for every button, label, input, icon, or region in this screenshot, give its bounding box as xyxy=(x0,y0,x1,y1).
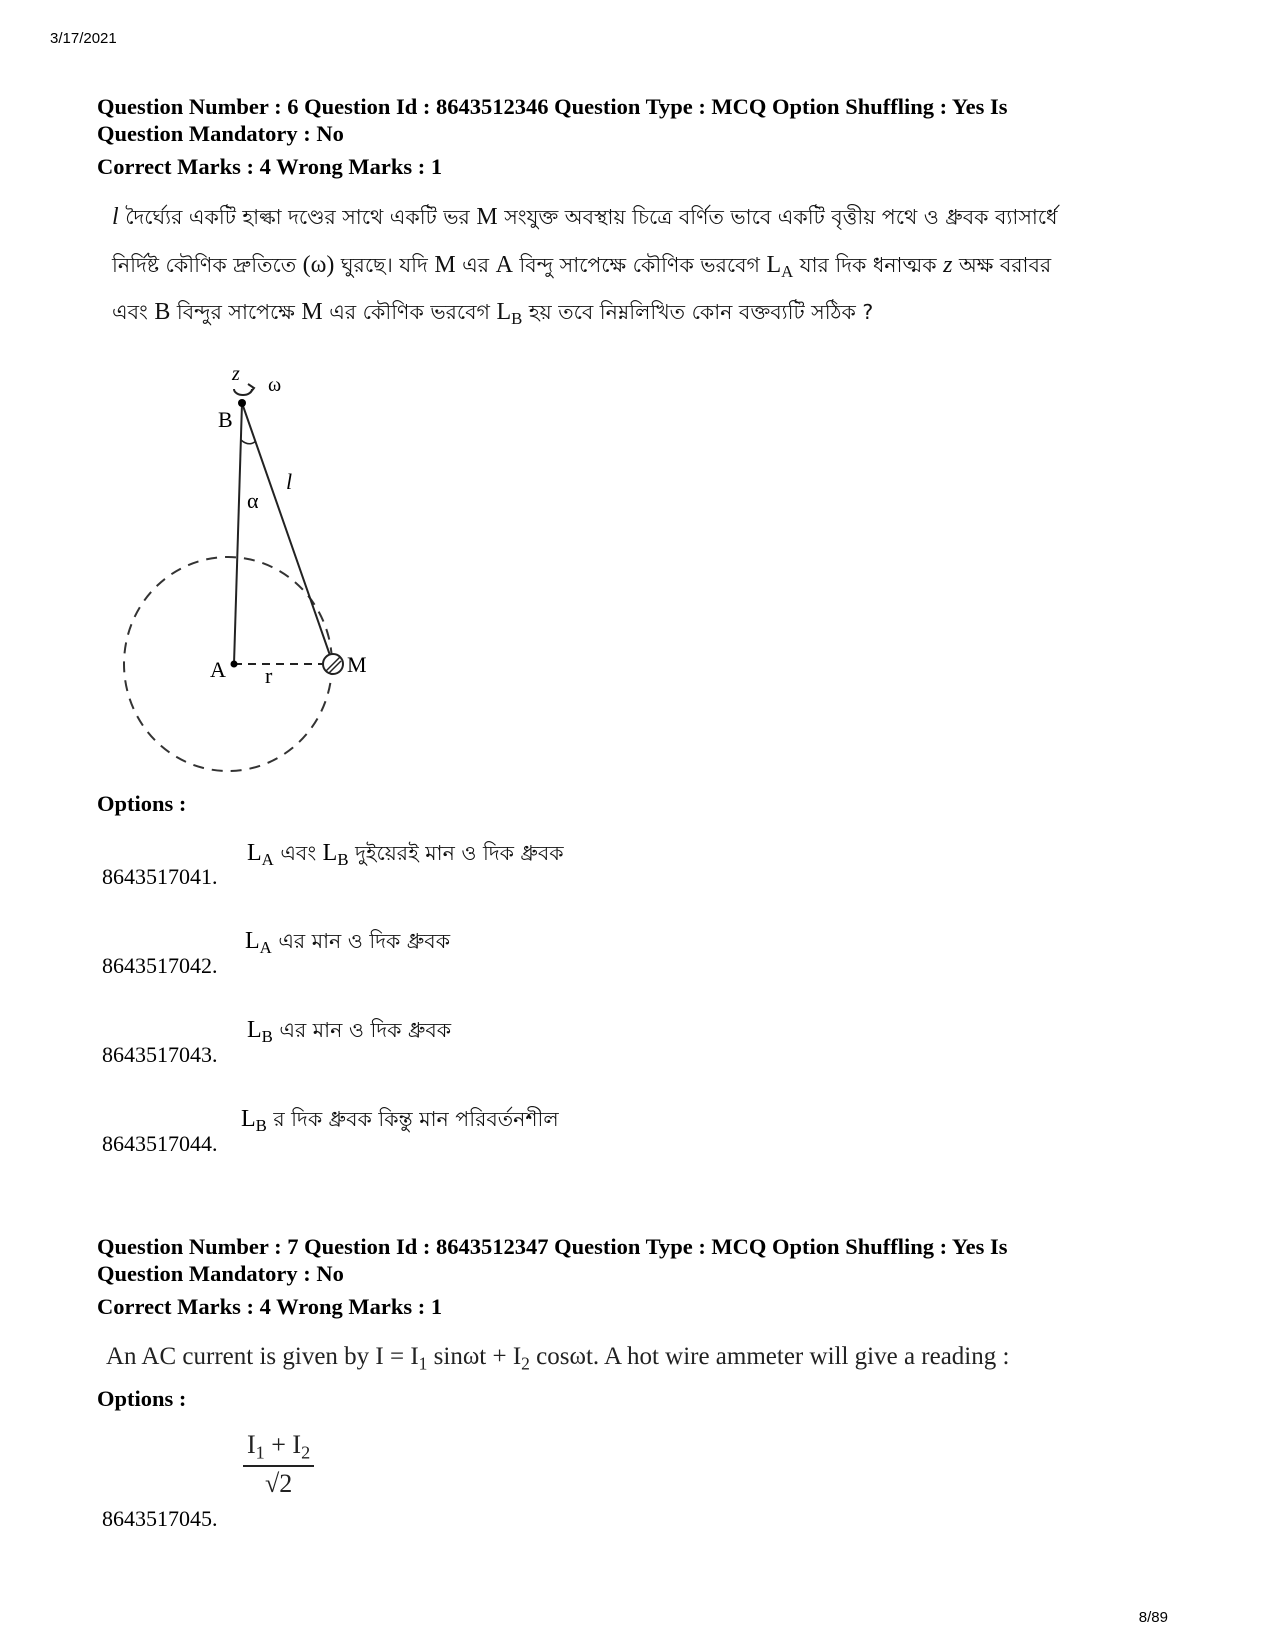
q7-marks: Correct Marks : 4 Wrong Marks : 1 xyxy=(97,1294,443,1319)
q6-stem-text: নির্দিষ্ট কৌণিক দ্রুতিতে xyxy=(112,253,303,277)
circular-path xyxy=(124,557,332,771)
lb-symbol: $L_B$ xyxy=(496,299,523,329)
fraction-denominator: √2 xyxy=(264,1469,293,1499)
mass-symbol: M xyxy=(434,252,456,278)
q6-stem-text: ঘুরছে। যদি xyxy=(334,253,435,277)
center-a-dot xyxy=(231,661,238,668)
q6-option-4-id: 8643517044. xyxy=(102,1131,218,1156)
la-symbol: $L_A$ xyxy=(766,252,794,282)
z-axis-symbol: z xyxy=(943,252,953,278)
fraction-numerator: $I_1 + I_2$ xyxy=(243,1430,314,1467)
label-a: A xyxy=(210,657,226,682)
q6-stem-text: অক্ষ বরাবর xyxy=(952,253,1052,277)
q6-stem-text: এর xyxy=(455,253,496,277)
omega-symbol: (ω) xyxy=(302,252,335,278)
q6-stem-text: বিন্দু সাপেক্ষে কৌণিক ভরবেগ xyxy=(512,253,767,277)
point-b-symbol: B xyxy=(154,299,171,325)
q6-option-3-id: 8643517043. xyxy=(102,1042,218,1067)
label-b: B xyxy=(218,407,233,432)
q6-option-1-id: 8643517041. xyxy=(102,864,218,889)
page-number: 8/89 xyxy=(1138,1609,1168,1626)
q6-marks: Correct Marks : 4 Wrong Marks : 1 xyxy=(97,154,443,179)
mass-symbol: M xyxy=(301,299,323,325)
q6-stem-text: সংযুক্ত অবস্থায় চিত্রে বর্ণিত ভাবে একটি বৃত্তীয় পথে ও ধ্রুবক ব্যাসার্ধে xyxy=(497,205,1058,229)
q6-option-2-text: $L_A$ এর মান ও দিক ধ্রুবক xyxy=(245,928,451,958)
q6-option-3-text: $L_B$ এর মান ও দিক ধ্রুবক xyxy=(247,1017,452,1047)
q6-stem-text: দৈর্ঘ্যের একটি হাল্কা দণ্ডের সাথে একটি ভর xyxy=(118,205,477,229)
q6-option-2-id: 8643517042. xyxy=(102,953,218,978)
q6-option-4-text: $L_B$ র দিক ধ্রুবক কিন্তু মান পরিবর্তনশীল xyxy=(241,1106,559,1136)
length-symbol: l xyxy=(112,204,119,230)
angle-alpha-arc xyxy=(241,440,256,444)
q7-option-1-id: 8643517045. xyxy=(102,1506,218,1531)
label-m: M xyxy=(347,652,367,677)
pivot-b-dot xyxy=(238,399,246,407)
q6-stem-text: যার দিক ধনাত্মক xyxy=(793,253,944,277)
label-alpha: α xyxy=(247,488,259,513)
q6-stem-text: এবং xyxy=(112,300,155,324)
q6-meta-line2: Question Mandatory : No xyxy=(97,121,344,146)
q6-stem-text: বিন্দুর সাপেক্ষে xyxy=(170,300,302,324)
q6-stem-text: হয় তবে নিম্নলিখিত কোন বক্তব্যটি সঠিক ? xyxy=(522,300,874,324)
q7-option-1-fraction xyxy=(243,1430,314,1499)
q7-stem: An AC current is given by $I = I_1$ $\sin\omega t + I_2$ cosωt. A hot wire ammeter will give a reading : xyxy=(106,1343,1010,1374)
q6-options-label: Options : xyxy=(97,791,187,816)
q7-meta-line2: Question Mandatory : No xyxy=(97,1261,344,1286)
label-r: r xyxy=(265,663,273,688)
point-a-symbol: A xyxy=(495,252,513,278)
mass-symbol: M xyxy=(476,204,498,230)
label-z: z xyxy=(232,363,240,385)
vertical-axis-line xyxy=(234,403,242,664)
q7-meta-line1: Question Number : 7 Question Id : 8643512347 Question Type : MCQ Option Shuffling : Yes Is xyxy=(97,1234,1008,1259)
print-date: 3/17/2021 xyxy=(50,30,117,47)
label-l: l xyxy=(286,469,293,494)
rotation-arrowhead xyxy=(248,384,254,393)
label-omega: ω xyxy=(268,374,282,396)
q6-stem-text: এর কৌণিক ভরবেগ xyxy=(322,300,497,324)
rotation-arrow xyxy=(234,389,252,395)
q6-option-1-text: $L_A$ এবং $L_B$ দুইয়েরই মান ও দিক ধ্রুবক xyxy=(247,840,564,870)
q7-options-label: Options : xyxy=(97,1386,187,1411)
q6-meta-line1: Question Number : 6 Question Id : 8643512346 Question Type : MCQ Option Shuffling : Yes Is xyxy=(97,94,1008,119)
